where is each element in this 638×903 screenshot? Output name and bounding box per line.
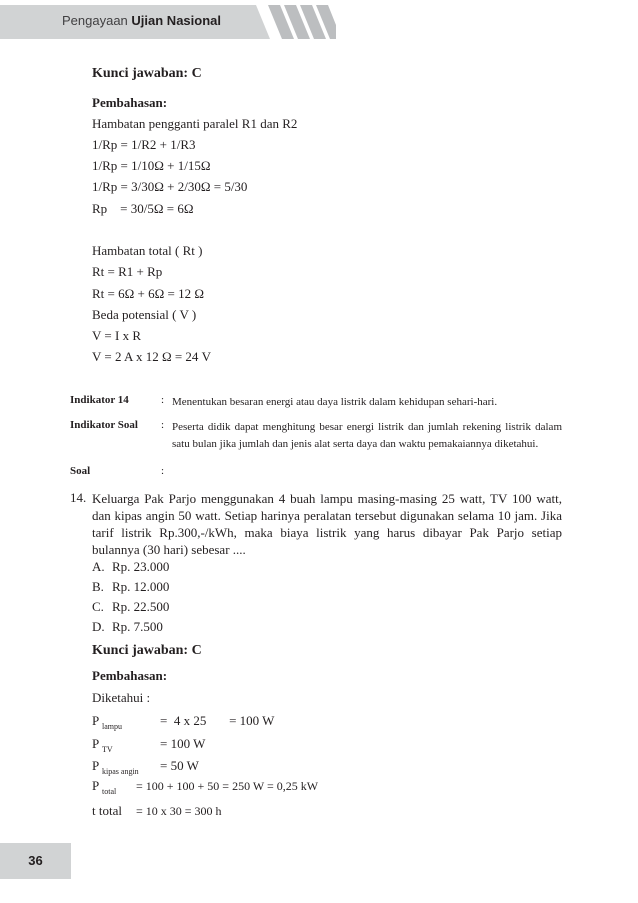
discussion-heading: Pembahasan: [92,668,168,683]
header-title: Pengayaan Ujian Nasional [62,13,221,28]
solution-line: V = 2 A x 12 Ω = 24 V [92,349,212,364]
question-number: 14. [70,490,87,505]
solution-line: Hambatan pengganti paralel R1 dan R2 [92,116,298,131]
solution-line: V = I x R [92,328,141,343]
solution-line: Rt = R1 + Rp [92,264,163,279]
solution-line: 1/Rp = 1/R2 + 1/R3 [92,137,196,152]
known-heading: Diketahui : [92,690,151,705]
page-number: 36 [0,843,71,879]
indicator-14-text: Menentukan besaran energi atau daya listrik dalam kehidupan sehari-hari. [172,396,498,408]
colon: : [161,465,165,477]
colon: : [161,394,165,406]
discussion-heading: Pembahasan: [92,95,168,110]
solution-line: Rp = 30/5Ω = 6Ω [92,201,194,216]
option-d: D. Rp. 7.500 [92,619,163,634]
option-b: B. Rp. 12.000 [92,579,170,594]
question-label: Soal [70,465,91,477]
question-indicator-text: Peserta didik dapat menghitung besar energi listrik dan jumlah rekening listrik dalam satu bulan jika jumlah dan jenis alat serta daya dan waktu pemakaiannya diketahui. [172,421,562,450]
answer-key-heading: Kunci jawaban: C [92,66,202,81]
option-c: C. Rp. 22.500 [92,599,170,614]
solution-line: 1/Rp = 1/10Ω + 1/15Ω [92,158,211,173]
question-indicator-label: Indikator Soal [70,419,138,431]
header-stripes-decoration [236,5,336,39]
indicator-14-label: Indikator 14 [70,394,129,406]
colon: : [161,419,165,431]
solution-line: Beda potensial ( V ) [92,307,197,322]
question-text: Keluarga Pak Parjo menggunakan 4 buah lampu masing-masing 25 watt, TV 100 watt, dan kipas angin 50 watt. Setiap harinya peralatan tersebut digunakan selama 10 jam. Jika tarif listrik Rp.300,-/kWh, maka biaya listrik yang harus dibayar Pak Parjo setiap bulannya (30 hari) sebesar .... [92,491,562,557]
solution-line: 1/Rp = 3/30Ω + 2/30Ω = 5/30 [92,179,248,194]
solution-line: Hambatan total ( Rt ) [92,243,203,258]
solution-line: Rt = 6Ω + 6Ω = 12 Ω [92,286,205,301]
page-header [0,0,638,44]
answer-key-heading: Kunci jawaban: C [92,643,202,658]
option-a: A. Rp. 23.000 [92,559,170,574]
